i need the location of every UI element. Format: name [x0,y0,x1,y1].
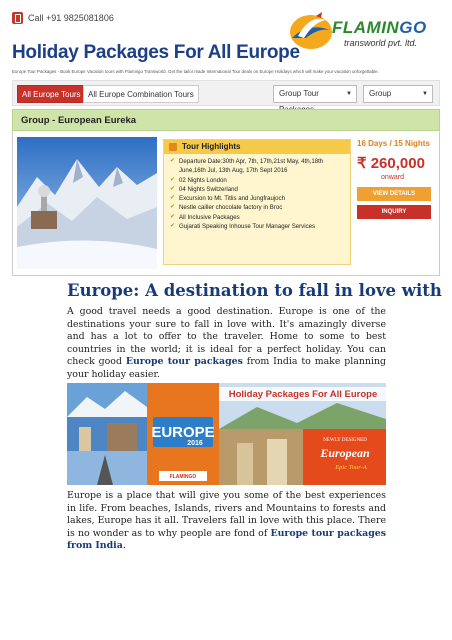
tab-all-europe-combination-tours[interactable]: All Europe Combination Tours [83,85,199,103]
collage-title-text: Holiday Packages For All Europe [228,389,378,400]
price-note: onward [381,174,404,181]
collage-european-text: European [320,446,370,460]
highlight-item: ✔ Departure Date:30th Apr, 7th, 17th,21st May, 4th,18th June,16th Jul, 13th Aug, 17th Sept 2016 [170,157,346,176]
breadcrumb-description: Europe Tour Packages - Book Europe Vacation tours with Flamingo Transworld. Get the tailor made International Tour deals on Europe Holidays which will make your vacation unforgettable. [12,69,379,74]
tour-highlights-list [164,154,350,231]
flamingo-logo[interactable] [288,6,438,56]
collage-epic-text: Epic Tour-A [335,464,367,471]
collage-year-text: 2016 [187,440,203,447]
phone-icon [12,12,23,24]
collage-tag-text: NEWLY DESIGNED [323,438,367,443]
highlight-item: ✔ All Inclusive Packages [170,213,346,222]
article-heading: Europe: A destination to fall in love with [67,281,442,300]
group-select[interactable] [363,85,433,103]
package-photo [17,137,157,269]
filter-bar [12,80,440,106]
collage-europe-text: EUROPE [151,424,215,441]
europe-collage-image [67,383,386,485]
inquiry-button[interactable]: INQUIRY [357,205,431,219]
phone-contact[interactable] [12,12,114,24]
highlight-item: ✔ Excursion to Mt. Titlis and Jungfraujoch [170,194,346,203]
logo-tagline: transworld pvt. ltd. [344,38,418,48]
tour-type-value: Group Tour [279,89,319,98]
highlight-item: ✔ 02 Nights London [170,176,346,185]
tour-highlights-box [163,139,351,265]
phone-number: Call +91 9825081806 [28,13,114,23]
highlight-item: ✔ 04 Nights Switzerland [170,185,346,194]
tour-highlights-header: Tour Highlights [164,140,350,154]
view-details-button[interactable]: VIEW DETAILS [357,187,431,201]
highlight-item: ✔ Gujarati Speaking Inhouse Tour Manager Services [170,222,346,231]
tab-all-europe-tours[interactable]: All Europe Tours [17,85,86,103]
website-screenshot [10,6,442,276]
article-paragraph-2 [67,490,386,553]
paragraph-text: Europe is a place that will give you some of the best experiences in life. From beaches, Islands, rivers and Mountains to forests and lakes, Europe has it all. Travelers fall in love with this place. There is no wonder as to why people are fond of [67,490,386,539]
article-paragraph-1 [67,306,386,381]
tour-price: ₹ 260,000 [357,155,425,172]
group-title: Group - European Eureka [21,115,137,126]
page-title: Holiday Packages For All Europe [12,42,300,63]
paragraph-text: A good travel needs a good destination. Europe is one of the destinations your sure to fall in love with. It's amazingly diverse and has a lot to offer to the traveler. Home to some to best countries in the world; it is ideal for a perfect holiday. You can check good [67,306,386,367]
paragraph-text: . [122,540,126,551]
group-title-bar [12,109,440,131]
group-value: Group [369,89,392,98]
europe-tour-packages-india-link[interactable]: Europe tour packages from India [67,527,387,551]
collage-logo-text: FLAMINGO [169,474,197,480]
paragraph-text: from India to make planning your holiday easier. [67,356,386,380]
europe-tour-packages-link[interactable]: Europe tour packages [125,356,243,367]
logo-name: FLAMINGO [332,18,427,37]
price-box [357,139,437,269]
package-card [12,131,440,276]
highlight-item: ✔ Nestle cailler chocolate factory in Broc [170,203,346,212]
dropdown-arrow-icon: ▼ [346,91,352,97]
tour-duration: 16 Days / 15 Nights [357,139,430,148]
dropdown-arrow-icon: ▼ [422,91,428,97]
tour-type-select[interactable] [273,85,357,103]
